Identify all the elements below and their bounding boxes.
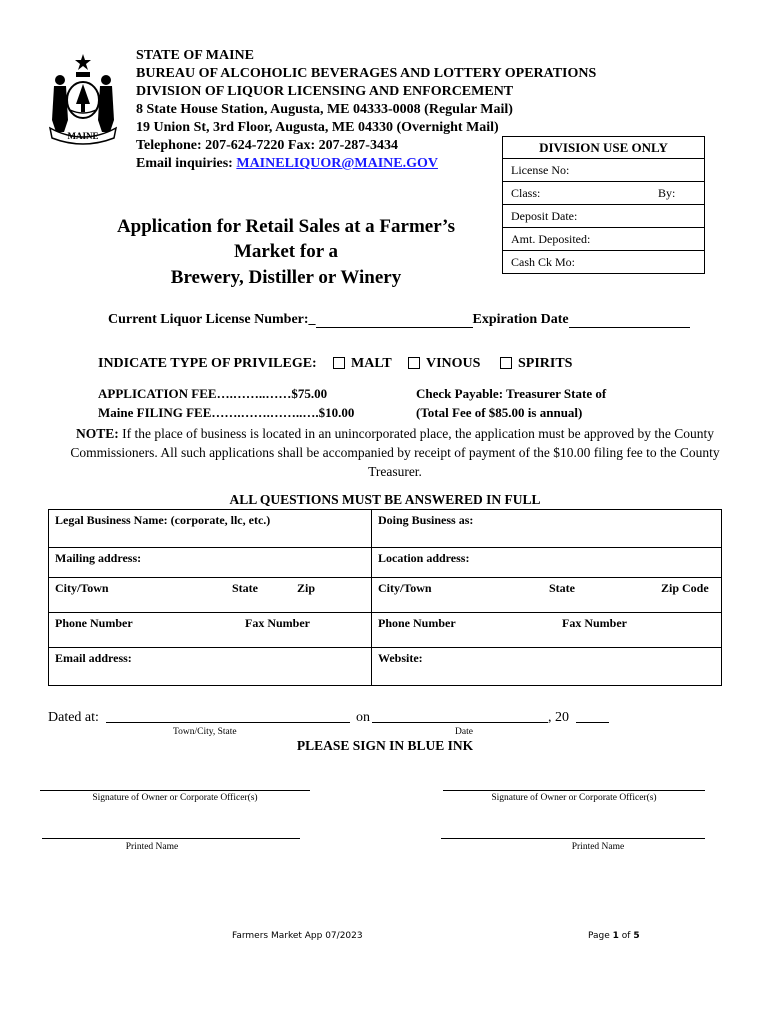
page-total: 5 (633, 931, 640, 941)
division-use-box (502, 136, 705, 274)
website-label: Website: (378, 651, 423, 665)
zip-code-label: Zip Code (661, 581, 709, 595)
email-address-label: Email address: (55, 651, 132, 665)
note-paragraph (70, 424, 720, 481)
owner-signature-line-left[interactable] (40, 790, 310, 791)
amt-deposited-field: Amt. Deposited: (503, 228, 704, 251)
payment-type-field: Cash Ck Mo: (511, 255, 576, 269)
email-link[interactable]: MAINELIQUOR@MAINE.GOV (236, 156, 438, 171)
division-name: DIVISION OF LIQUOR LICENSING AND ENFORCEMENT (136, 84, 514, 99)
title-line-3: Brewery, Distiller or Winery (170, 267, 402, 288)
malt-option[interactable] (333, 356, 392, 372)
on-label: on (356, 710, 370, 725)
phone-fax-field[interactable] (49, 613, 372, 648)
city-state-zip-field[interactable] (49, 578, 372, 613)
vinous-checkbox[interactable] (408, 357, 420, 369)
year-input[interactable] (576, 722, 609, 723)
page-current: 1 (612, 931, 619, 941)
regular-mail-address: 8 State House Station, Augusta, ME 04333-0008 (Regular Mail) (136, 102, 513, 117)
location-city-state-zip-field[interactable] (372, 578, 722, 613)
location-phone-fax-field[interactable] (372, 613, 722, 648)
malt-checkbox[interactable] (333, 357, 345, 369)
license-no-field: License No: (503, 159, 704, 182)
current-license-input[interactable] (316, 313, 473, 328)
legal-name-label: Legal Business Name: (corporate, llc, etc.) (55, 513, 271, 527)
dba-label: Doing Business as: (378, 513, 474, 527)
printed-name-line-left[interactable] (42, 838, 300, 839)
bureau-name: BUREAU OF ALCOHOLIC BEVERAGES AND LOTTERY OPERATIONS (136, 66, 597, 81)
email-address-field[interactable] (49, 648, 372, 686)
city-label: City/Town (55, 581, 109, 595)
privilege-label: INDICATE TYPE OF PRIVILEGE: (98, 356, 317, 371)
overnight-mail-address: 19 Union St, 3rd Floor, Augusta, ME 04330 (Overnight Mail) (136, 120, 499, 135)
malt-label: MALT (351, 356, 392, 371)
class-row (503, 182, 704, 205)
sign-blue-ink-heading: PLEASE SIGN IN BLUE INK (296, 738, 474, 753)
signature-caption-right: Signature of Owner or Corporate Officer(s) (491, 793, 657, 803)
application-fee: APPLICATION FEE….……..……$75.00 (98, 386, 328, 401)
signature-caption-left: Signature of Owner or Corporate Officer(s) (92, 793, 258, 803)
state-seal-logo (44, 50, 122, 146)
all-questions-heading: ALL QUESTIONS MUST BE ANSWERED IN FULL (229, 492, 541, 507)
fees-left (98, 384, 354, 422)
check-payable: Check Payable: Treasurer State of (416, 386, 607, 401)
year-label: , 20 (548, 710, 569, 725)
spirits-checkbox[interactable] (500, 357, 512, 369)
website-field[interactable] (372, 648, 722, 686)
town-city-caption: Town/City, State (173, 727, 237, 737)
note-text: If the place of business is located in an unincorporated place, the application must be approved by the County Commissioners. All such applications shall be accompanied by receipt of payment of the $10.00 filing fee to the County Treasurer. (70, 426, 720, 479)
svg-text:MAINE: MAINE (67, 131, 99, 141)
date-input[interactable] (372, 722, 548, 723)
dated-at-label: Dated at: (48, 710, 99, 725)
printed-name-caption-right: Printed Name (571, 842, 625, 852)
filing-fee: Maine FILING FEE…….…….……..….$10.00 (98, 405, 355, 420)
fax-label: Fax Number (245, 616, 310, 630)
date-caption: Date (455, 727, 473, 737)
title-line-2: Market for a (233, 241, 339, 262)
vinous-label: VINOUS (426, 356, 481, 371)
spirits-label: SPIRITS (518, 356, 573, 371)
dba-field[interactable] (372, 510, 722, 548)
page-of: of (618, 931, 634, 941)
page-prefix: Page (588, 931, 613, 941)
zip-label: Zip (297, 581, 316, 595)
phone2-label: Phone Number (378, 616, 456, 630)
phone-label: Phone Number (55, 616, 133, 630)
state-name: STATE OF MAINE (136, 48, 254, 63)
by-field: By: (658, 186, 676, 200)
owner-signature-line-right[interactable] (443, 790, 705, 791)
note-label: NOTE: (75, 426, 119, 441)
vinous-option[interactable] (408, 356, 480, 372)
total-fee: (Total Fee of $85.00 is annual) (416, 405, 583, 420)
business-info-table (48, 509, 722, 686)
division-use-title: DIVISION USE ONLY (503, 137, 704, 159)
legal-name-field[interactable] (49, 510, 372, 548)
form-identifier: Farmers Market App 07/2023 (232, 931, 363, 941)
printed-name-caption-left: Printed Name (125, 842, 179, 852)
application-title (96, 214, 476, 264)
expiration-date-input[interactable] (569, 313, 690, 328)
title-line-1: Application for Retail Sales at a Farmer’s (116, 216, 456, 237)
class-field: Class: (511, 186, 541, 200)
expiration-label: Expiration Date (472, 312, 569, 327)
town-city-input[interactable] (106, 722, 350, 723)
printed-name-line-right[interactable] (441, 838, 705, 839)
current-license-label: Current Liquor License Number:_ (108, 312, 316, 327)
mailing-label: Mailing address: (55, 551, 142, 565)
location-label: Location address: (378, 551, 470, 565)
state-label: State (232, 581, 258, 595)
page-number (588, 931, 640, 941)
mailing-address-field[interactable] (49, 548, 372, 578)
license-number-row (108, 312, 690, 328)
city2-label: City/Town (378, 581, 432, 595)
deposit-date-field: Deposit Date: (503, 205, 704, 228)
location-address-field[interactable] (372, 548, 722, 578)
state2-label: State (549, 581, 575, 595)
email-label: Email inquiries: (136, 156, 233, 171)
privilege-row (98, 356, 317, 372)
fax2-label: Fax Number (562, 616, 627, 630)
phone-fax: Telephone: 207-624-7220 Fax: 207-287-3434 (136, 138, 398, 153)
fees-right (416, 384, 606, 422)
spirits-option[interactable] (500, 356, 572, 372)
